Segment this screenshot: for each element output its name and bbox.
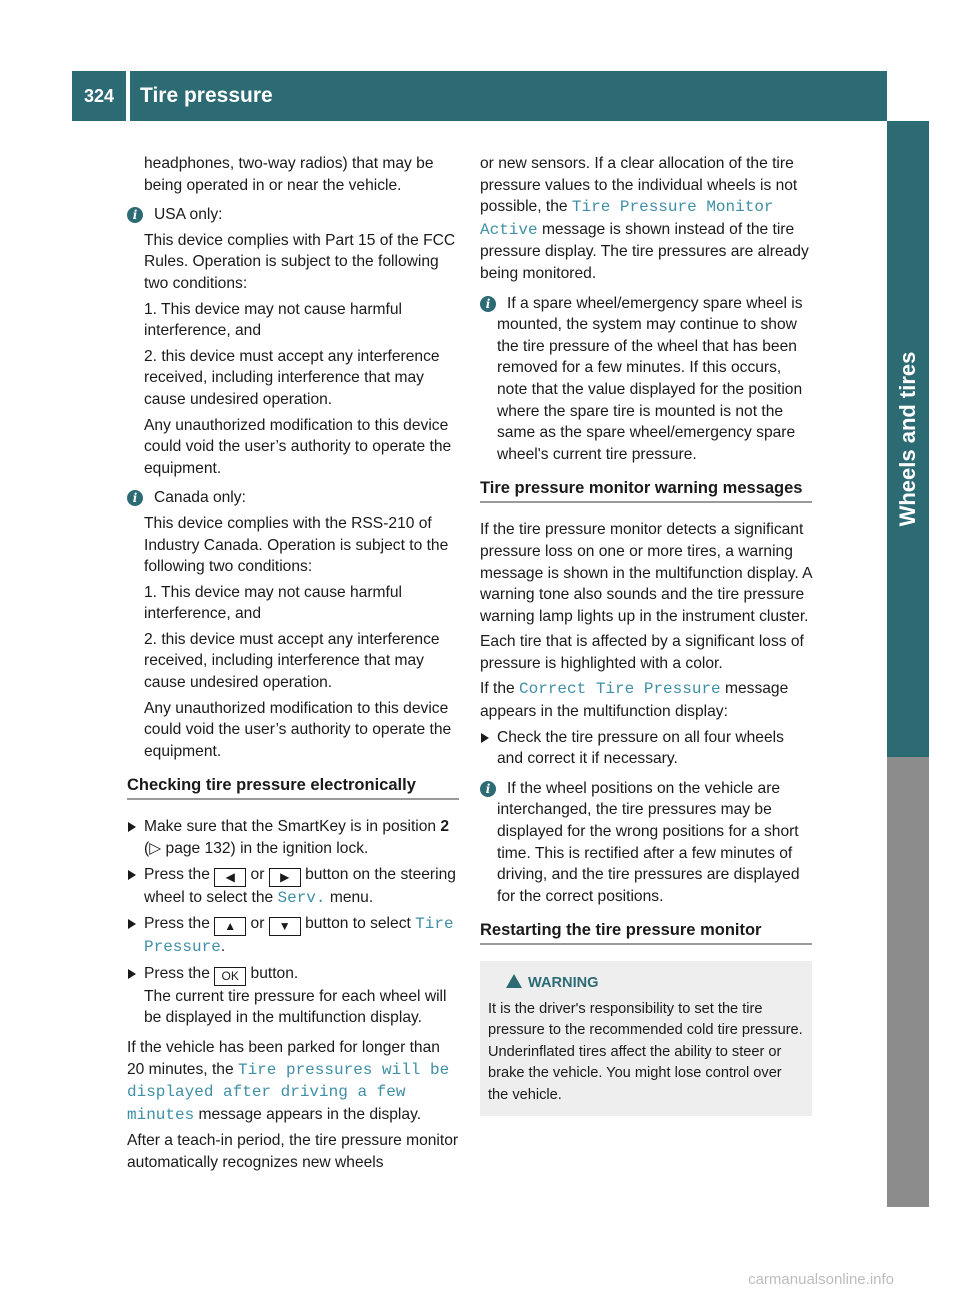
step-text: (▷ page 132) in the ignition lock. [144,840,369,858]
step-arrow-icon [128,919,136,929]
step-text: or [246,915,269,933]
warning-title-text: WARNING [528,975,599,992]
text: If the [480,680,520,698]
info-canada-title: Canada only: [154,489,246,507]
heading-checking: Checking tire pressure electronically [127,774,459,800]
page-header [72,71,887,121]
warning-title [488,973,804,995]
display-text: Correct Tire Pressure [519,680,721,699]
info-canada [127,487,459,762]
step-text: menu. [325,888,374,906]
step-text: Make sure that the SmartKey is in position [144,818,441,836]
info-icon: i [127,207,143,223]
display-text: Tire Pressure Monitor Active [480,198,774,239]
info-spare-text: If a spare wheel/emergency spare wheel is mounted, the system may continue to show the tire pressure of the wheel that has been removed for a few minutes. If this occurs, note that the value displayed for the position where the spare tire is mounted is not the same as the spare wheel/emergency spare wheel's current tire pressure. [497,294,803,463]
info-usa-line: 1. This device may not cause harmful interference, and [144,300,402,340]
paragraph-sensors [480,153,812,285]
step-select-tire-pressure [127,913,459,959]
display-text: Serv. [277,888,326,907]
info-icon: i [480,296,496,312]
warning-text: It is the driver's responsibility to set the tire pressure to the recommended cold tire pressure. Underinflated tires affect the ability to steer or brake the vehicle. You might lose control over the vehicle. [488,1000,803,1103]
footer-watermark: carmanualsonline.info [748,1271,894,1288]
up-arrow-key-icon: ▲ [214,917,246,936]
right-arrow-key-icon: ▶ [269,868,301,887]
info-icon: i [127,490,143,506]
ok-key-icon: OK [214,967,246,986]
info-canada-line: This device complies with the RSS-210 of Industry Canada. Operation is subject to the following two conditions: [144,514,449,576]
info-usa-line: Any unauthorized modification to this device could void the user’s authority to operate the equipment. [144,416,452,477]
chapter-tab-label: Wheels and tires [895,351,920,527]
left-arrow-key-icon: ◀ [214,868,246,887]
step-text: Press the [144,964,215,982]
step-select-serv [127,864,459,910]
step-arrow-icon [128,822,136,832]
warning-triangle-icon [506,974,522,988]
text: If the vehicle has been parked for longer than 20 minutes, the [127,1039,440,1078]
step-arrow-icon [128,870,136,880]
info-usa-line: This device complies with Part 15 of the FCC Rules. Operation is subject to the following two conditions: [144,231,456,292]
text: message is shown instead of the tire pressure display. The tire pressures are already being monitored. [480,220,809,282]
step-press-ok [127,963,459,1029]
info-usa-title: USA only: [154,206,223,224]
page-number: 324 [83,86,115,106]
step-text: button on the steering wheel to select the [144,865,456,906]
step-text: or [246,865,269,883]
info-wheel-positions [480,778,812,908]
paragraph-intro: headphones, two-way radios) that may be being operated in or near the vehicle. [144,155,434,194]
step-text: Press the [144,915,215,933]
step-text: button. [246,964,299,982]
step-text: . [220,938,226,956]
step-arrow-icon [481,733,489,743]
warning-box [480,961,812,1116]
chapter-tab [887,121,929,757]
info-spare-wheel [480,293,812,466]
heading-restart: Restarting the tire pressure monitor [480,919,812,945]
step-text: Check the tire pressure on all four wheels and correct it if necessary. [497,728,784,768]
right-column [480,153,812,1116]
info-usa [127,204,459,479]
info-canada-line: 1. This device may not cause harmful interference, and [144,583,402,623]
paragraph-if-correct [480,678,812,722]
info-usa-line: 2. this device must accept any interference received, including interference that may cause undesired operation. [144,347,440,408]
chapter-tab-lower [887,757,929,1207]
step-arrow-icon [128,969,136,979]
display-text: Tire pressures will be displayed after driving a few minutes [127,1060,450,1124]
paragraph-parked [127,1037,459,1126]
step-note: The current tire pressure for each wheel will be displayed in the multifunction display. [144,987,447,1027]
paragraph-teach-in: After a teach-in period, the tire pressure monitor automatically recognizes new wheels [127,1132,459,1171]
info-canada-line: 2. this device must accept any interference received, including interference that may cause undesired operation. [144,630,440,692]
step-smartkey [127,816,459,859]
step-text: button to select [300,915,416,933]
text: message appears in the display. [194,1105,422,1123]
step-text: Press the [144,865,215,883]
text: or new sensors. If a clear allocation of the tire pressure values to the individual wheels is not possible, the [480,155,798,216]
info-icon: i [480,781,496,797]
paragraph-each-tire: Each tire that is affected by a significant loss of pressure is highlighted with a color. [480,633,804,672]
step-check-wheels [480,727,812,770]
header-divider [126,71,130,121]
heading-warning-messages: Tire pressure monitor warning messages [480,477,812,503]
info-canada-line: Any unauthorized modification to this device could void the user’s authority to operate the equipment. [144,699,452,760]
display-text: Tire Pressure [144,915,454,957]
down-arrow-key-icon: ▼ [269,917,301,936]
left-column [127,153,459,1178]
paragraph-detect: If the tire pressure monitor detects a significant pressure loss on one or more tires, a warning message is shown in the multifunction display. A warning tone also sounds and the tire pressure warning lamp lights up in the instrument cluster. [480,521,812,625]
page-title: Tire pressure [140,84,273,107]
text: message appears in the multifunction display: [480,680,789,721]
step-bold: 2 [440,818,450,836]
info-positions-text: If the wheel positions on the vehicle are interchanged, the tire pressures may be displayed for the wrong positions for a short time. This is rectified after a few minutes of driving, and the tire pressures are displayed for the correct positions. [497,779,800,905]
